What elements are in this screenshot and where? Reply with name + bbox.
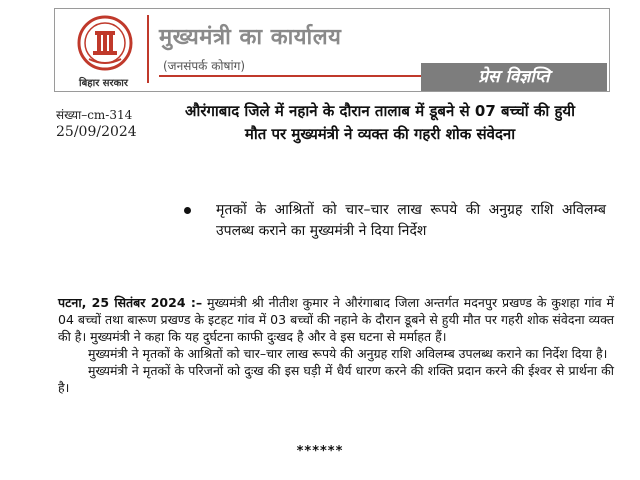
- header-divider: [147, 15, 149, 83]
- reference-date: 25/09/2024: [56, 124, 137, 140]
- body-paragraph-2: मुख्यमंत्री ने मृतकों के आश्रितों को चार–चार लाख रूपये की अनुग्रह राशि अविलम्ब उपलब्ध कराने का निर्देश दिया है।: [88, 346, 608, 361]
- govt-name: बिहार सरकार: [79, 78, 128, 89]
- body-paragraph-3: मुख्यमंत्री ने मृतकों के परिजनों को दुःख की इस घड़ी में धैर्य धारण करने की शक्ति प्रदान करने की ईश्वर से प्रार्थना की है।: [58, 363, 614, 395]
- paragraph-1-text: मुख्यमंत्री श्री नीतीश कुमार ने औरंगाबाद जिला अन्तर्गत मदनपुर प्रखण्ड के कुशहा गांव में 04 बच्चों तथा बारूण प्रखण्ड के इटहट गांव में 03 बच्चों की नहाने के दौरान डूबने से हुयी मौत पर गहरी शोक संवेदना व्यक्त की है। मुख्यमंत्री ने कहा कि यह दुर्घटना काफी दुःखद है और वे इस घटना से मर्माहत हैं।: [58, 295, 614, 344]
- press-release-label: प्रेस विज्ञप्ति: [421, 63, 607, 91]
- reference-number: संख्या–cm-314: [56, 108, 133, 122]
- bihar-emblem-icon: [77, 15, 133, 73]
- bullet-icon: [184, 207, 191, 214]
- press-body: [58, 294, 614, 396]
- dateline: पटना, 25 सितंबर 2024 :–: [58, 295, 203, 310]
- end-mark: ******: [296, 444, 344, 459]
- headline: औरंगाबाद जिले में नहाने के दौरान तालाब में डूबने से 07 बच्चों की हुयी मौत पर मुख्यमंत्री ने व्यक्त की गहरी शोक संवेदना: [184, 102, 576, 143]
- body-paragraph-1: [58, 294, 614, 345]
- cell-name: (जनसंपर्क कोषांग): [163, 59, 246, 73]
- sub-headline: मृतकों के आश्रितों को चार–चार लाख रूपये की अनुग्रह राशि अविलम्ब उपलब्ध कराने का मुख्यमंत्री ने दिया निर्देश: [216, 202, 606, 239]
- letterhead: [54, 8, 610, 92]
- office-title: मुख्यमंत्री का कार्यालय: [159, 25, 342, 50]
- header-rule: [159, 75, 421, 77]
